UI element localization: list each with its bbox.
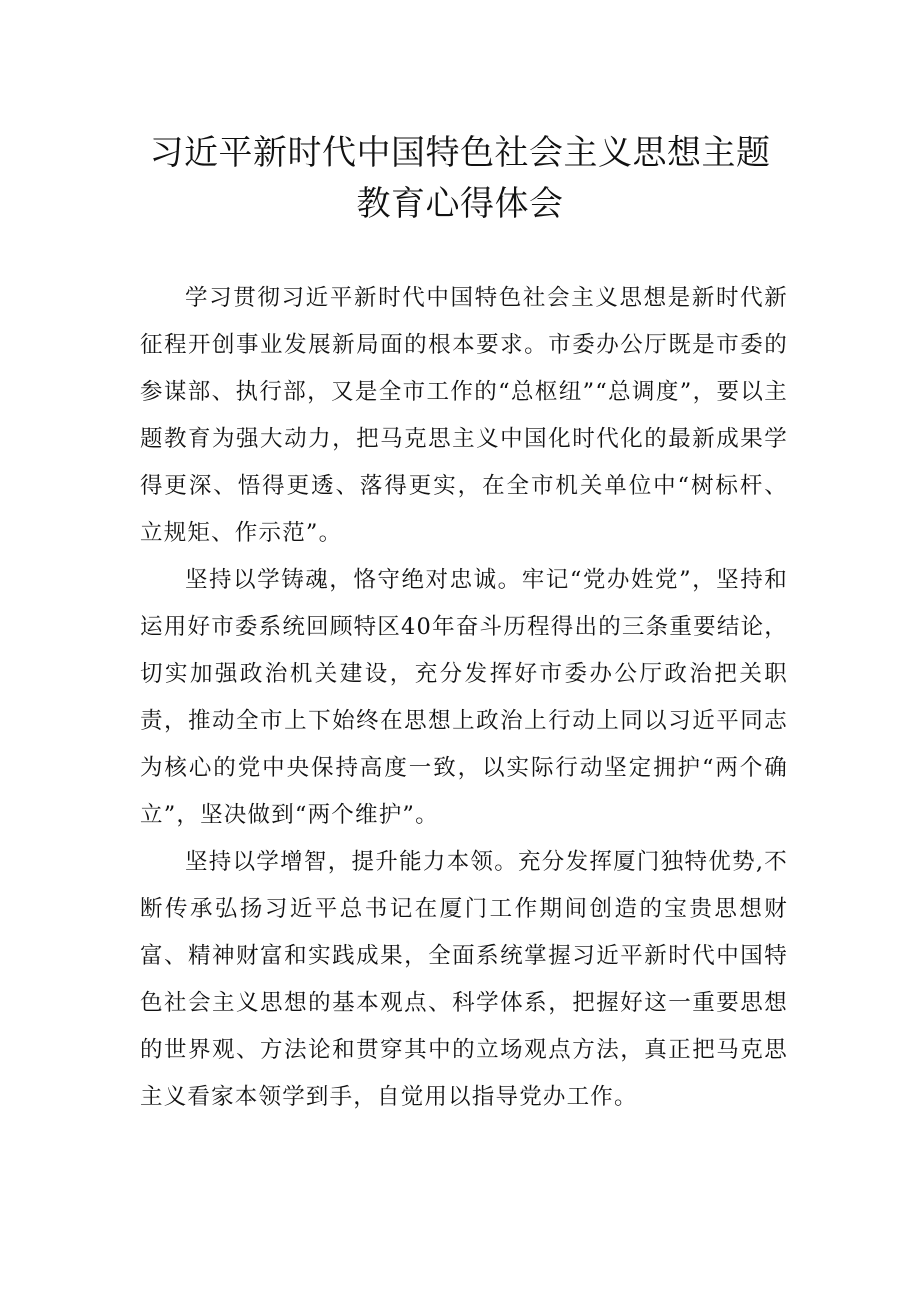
paragraph-1: 学习贯彻习近平新时代中国特色社会主义思想是新时代新征程开创事业发展新局面的根本要求。市委办公厅既是市委的参谋部、执行部，又是全市工作的“总枢纽”“总调度”，要以主题教育为强大动力，把马克思主义中国化时代化的最新成果学得更深、悟得更透、落得更实，在全市机关单位中“树标杆、立规矩、作示范”。 xyxy=(140,285,788,546)
paragraph-2: 坚持以学铸魂，恪守绝对忠诚。牢记“党办姓党”，坚持和运用好市委系统回顾特区40年奋斗历程得出的三条重要结论，切实加强政治机关建设，充分发挥好市委办公厅政治把关职责，推动全市上下始终在思想上政治上行动上同以习近平同志为核心的党中央保持高度一致，以实际行动坚定拥护“两个确立”，坚决做到“两个维护”。 xyxy=(140,567,788,828)
title-line-2: 教育心得体会 xyxy=(356,184,564,224)
document-body xyxy=(140,275,788,1121)
paragraph-3: 坚持以学增智，提升能力本领。充分发挥厦门独特优势,不断传承弘扬习近平总书记在厦门工作期间创造的宝贵思想财富、精神财富和实践成果，全面系统掌握习近平新时代中国特色社会主义思想的基本观点、科学体系，把握好这一重要思想的世界观、方法论和贯穿其中的立场观点方法，真正把马克思主义看家本领学到手，自觉用以指导党办工作。 xyxy=(140,849,788,1110)
title-line-1: 习近平新时代中国特色社会主义思想主题 xyxy=(149,133,771,173)
document-title xyxy=(120,128,800,230)
